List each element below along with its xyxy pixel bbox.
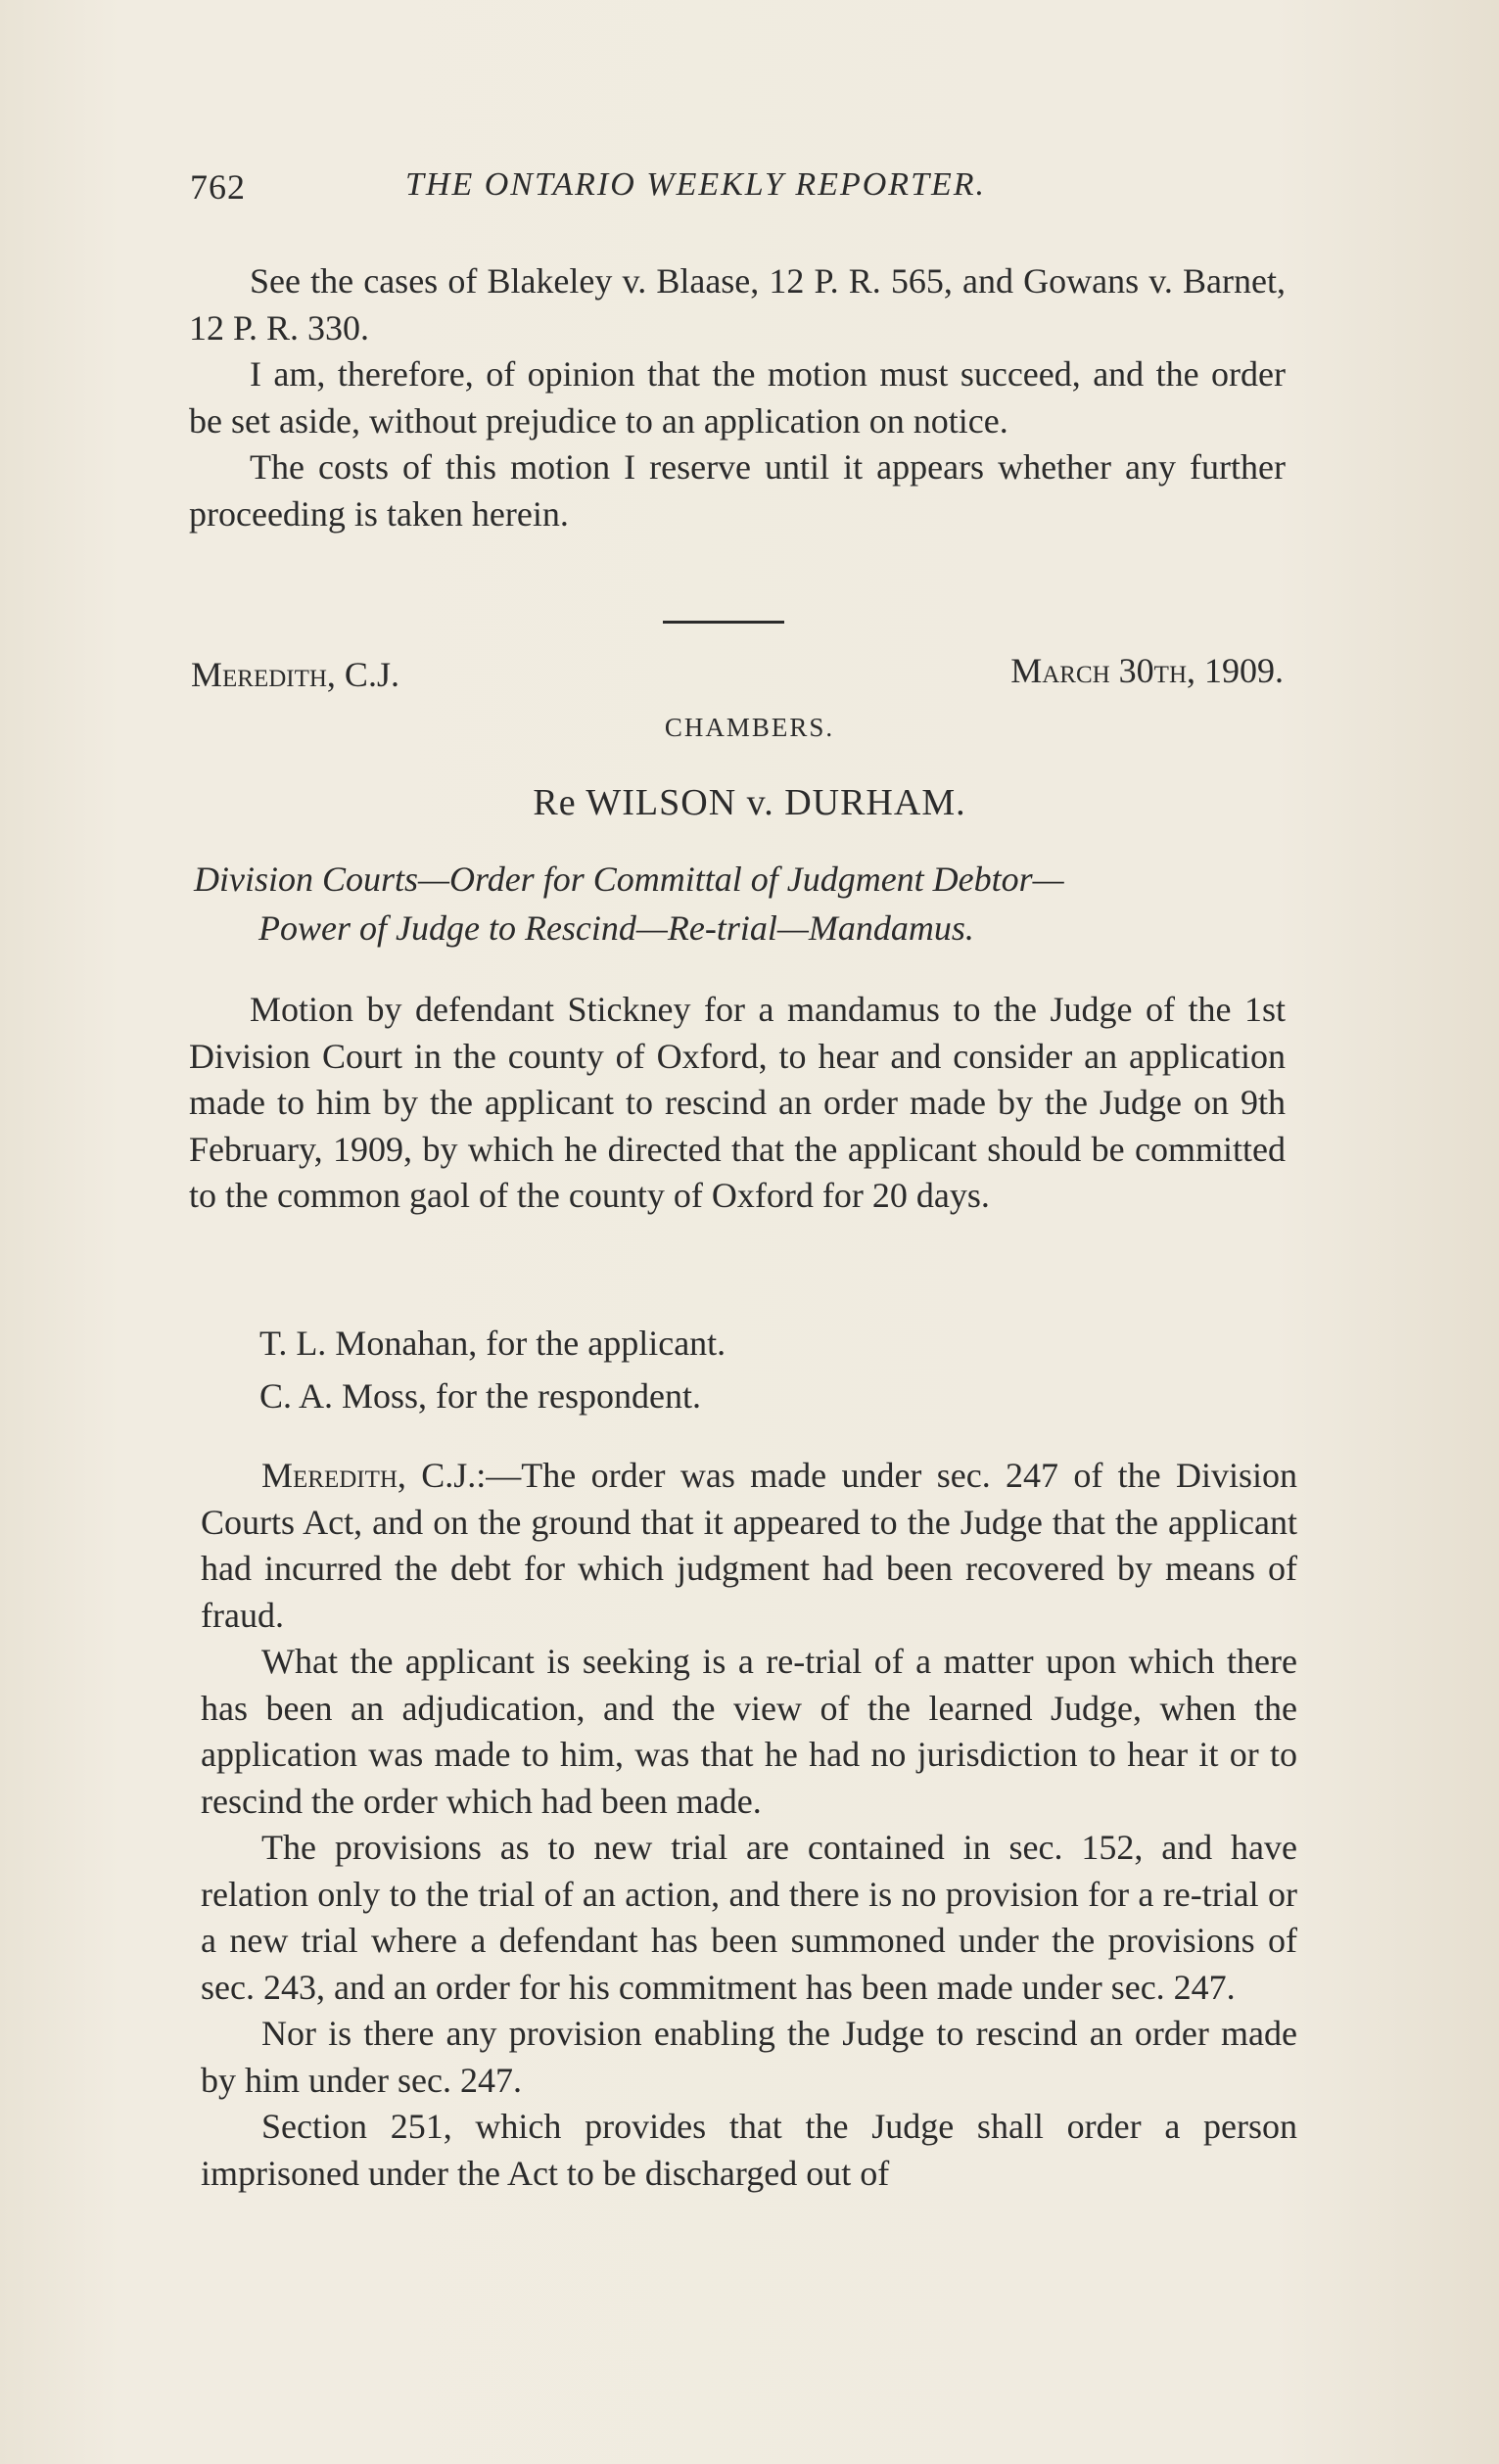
judgment-paragraph-1 [201, 1453, 1297, 1639]
headnote-line-2: Power of Judge to Rescind—Re-trial—Mandamus. [258, 908, 974, 948]
judgment-paragraph-5: Section 251, which provides that the Judge shall order a person imprisoned under the Act to be discharged out of [201, 2107, 1297, 2193]
opening-paragraph-3: The costs of this motion I reserve until it appears whether any further proceeding is taken herein. [189, 447, 1286, 534]
decision-date: March 30th, 1909. [1010, 651, 1284, 690]
judgment-speaker: Meredith, C.J. [261, 1456, 477, 1495]
judge-name: Meredith, C.J. [191, 655, 399, 694]
page-header [190, 166, 1296, 215]
counsel-applicant: T. L. Monahan, for the applicant. [259, 1324, 726, 1363]
judgment-paragraph-2: What the applicant is seeking is a re-trial of a matter upon which there has been an adjudication, and the view of the learned Judge, when the application was made to him, was that he had no jurisdiction to hear it or to rescind the order which had been made. [201, 1642, 1297, 1821]
headnote-line-1: Division Courts—Order for Committal of Judgment Debtor— [194, 860, 1064, 899]
headnote [194, 855, 1290, 953]
judgment-paragraph-3: The provisions as to new trial are contained in sec. 152, and have relation only to the trial of an action, and there is no provision for a re-trial or a new trial where a defendant has been summoned under the provisions of sec. 243, and an order for his commitment has been made under sec. 247. [201, 1828, 1297, 2007]
page-number: 762 [190, 167, 246, 207]
counsel-respondent: C. A. Moss, for the respondent. [259, 1376, 701, 1416]
motion-paragraph: Motion by defendant Stickney for a mandamus to the Judge of the 1st Division Court in the county of Oxford, to hear and consider an application made to him by the applicant to rescind an order made by the Judge on 9th February, 1909, by which he directed that the applicant should be committed to the common gaol of the county of Oxford for 20 days. [189, 990, 1286, 1215]
court-name: CHAMBERS. [664, 713, 835, 742]
section-divider [663, 621, 784, 624]
judgment-text [201, 1453, 1297, 2197]
opening-paragraph-2: I am, therefore, of opinion that the motion must succeed, and the order be set aside, without prejudice to an application on notice. [189, 354, 1286, 441]
judgment-paragraph-4: Nor is there any provision enabling the Judge to rescind an order made by him under sec. 247. [201, 2014, 1297, 2100]
running-title: THE ONTARIO WEEKLY REPORTER. [405, 166, 987, 203]
opening-text [189, 258, 1286, 537]
judgment-paragraph-1-text: :—The order was made under sec. 247 of the Division Courts Act, and on the ground that it appeared to the Judge that the applicant had incurred the debt for which judgment had been recovered by means of fraud. [201, 1456, 1297, 1635]
motion-text [189, 987, 1286, 1220]
opening-paragraph-1: See the cases of Blakeley v. Blaase, 12 P. R. 565, and Gowans v. Barnet, 12 P. R. 330. [189, 261, 1286, 348]
case-title: Re WILSON v. DURHAM. [533, 782, 966, 823]
